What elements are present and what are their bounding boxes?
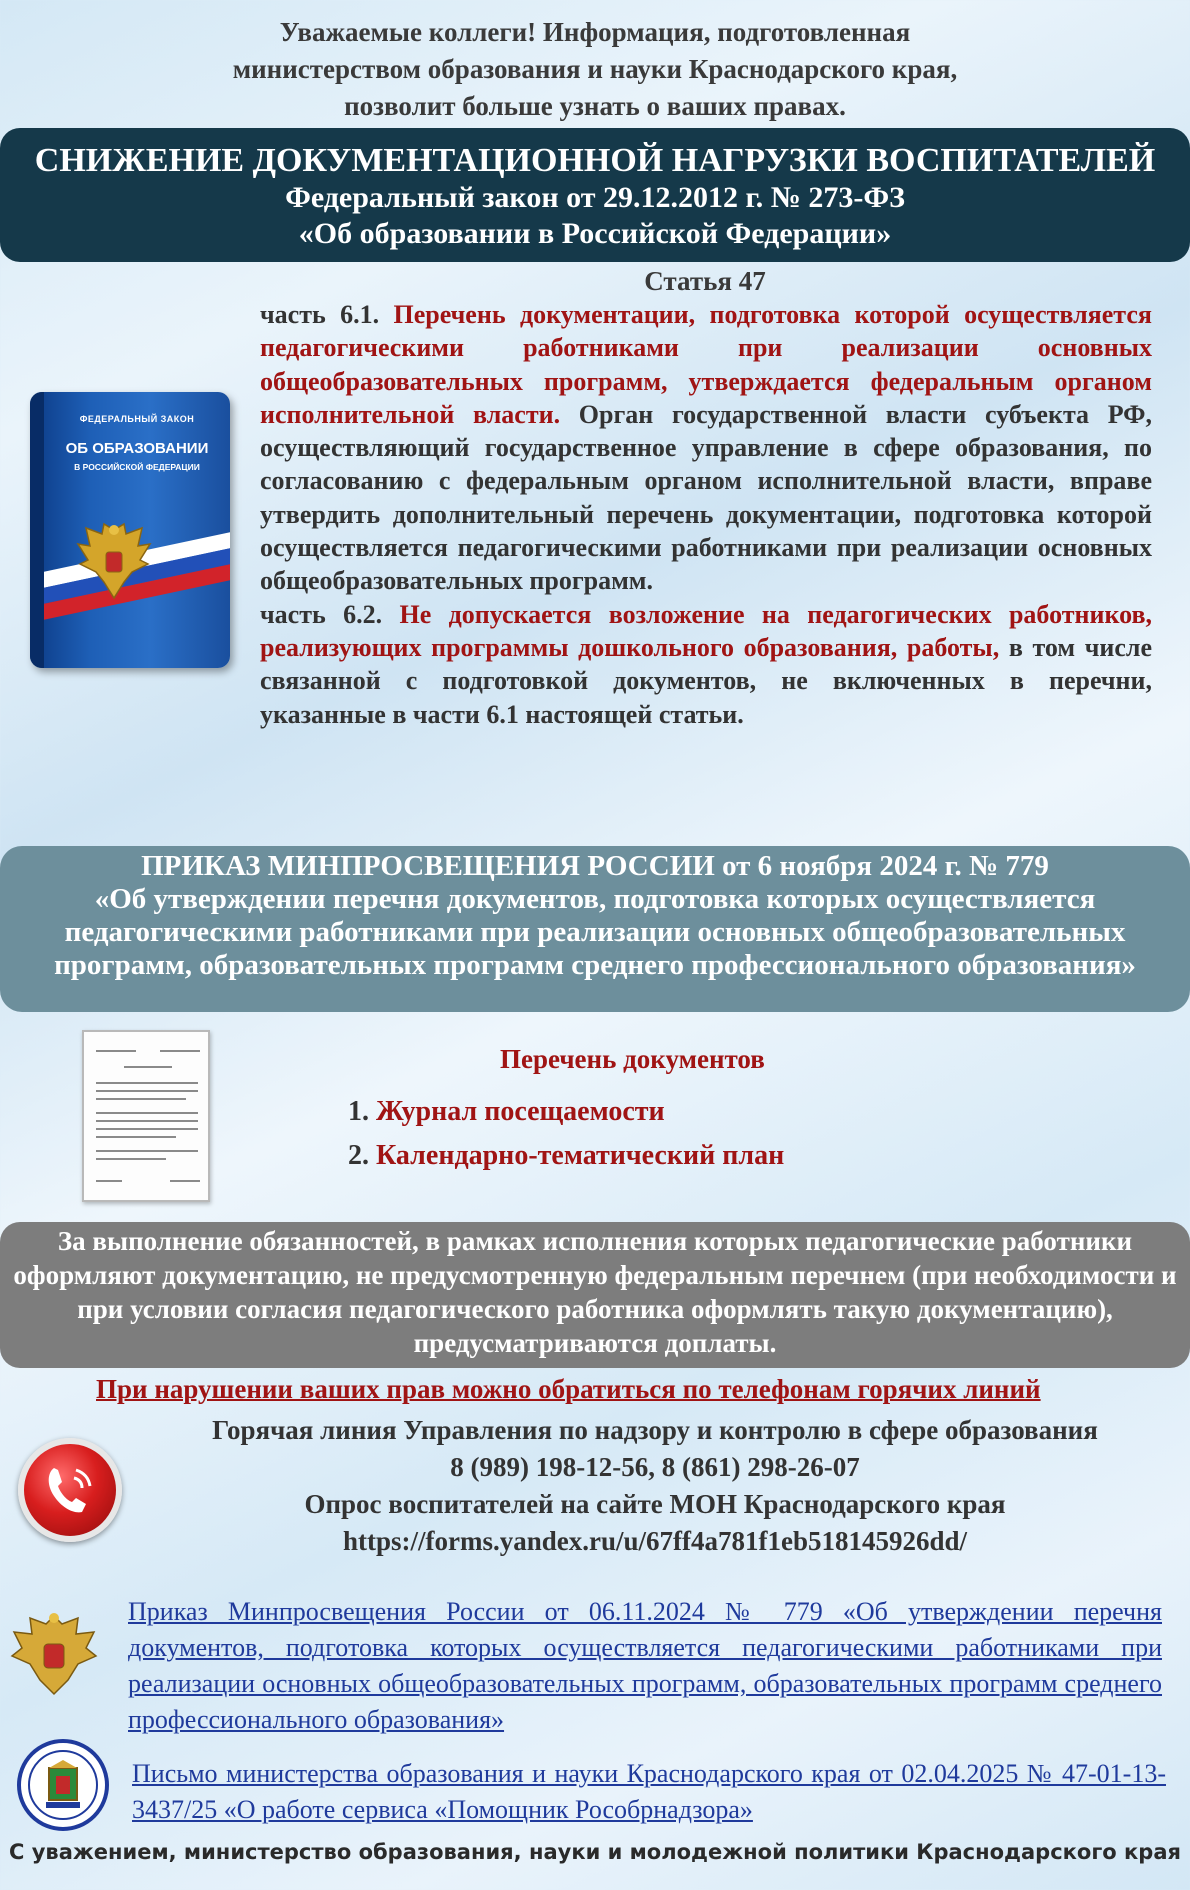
intro-line: позволит больше узнать о ваших правах.: [344, 91, 846, 121]
list-item-number: 2.: [348, 1140, 369, 1171]
order-date: от 6 ноября 2024 г. № 779: [722, 850, 1049, 882]
hotline-phones[interactable]: 8 (989) 198-12-56, 8 (861) 298-26-07: [450, 1452, 860, 1482]
thumb-line: [96, 1112, 198, 1114]
thumb-line: [96, 1050, 136, 1052]
hotline-heading: При нарушении ваших прав можно обратиться по телефонам горячих линий: [96, 1374, 1041, 1404]
order-document-thumbnail: [82, 1030, 210, 1202]
law-banner: [0, 128, 1190, 262]
thumb-line: [96, 1150, 198, 1152]
part-6-2-label: часть 6.2.: [260, 599, 383, 629]
book-spine: [30, 392, 44, 668]
list-item: [348, 1134, 784, 1178]
ministry-emblem-icon: [6, 1608, 102, 1698]
list-item-label: Журнал посещаемости: [376, 1096, 665, 1127]
thumb-line: [96, 1128, 198, 1130]
thumb-line: [160, 1050, 200, 1052]
list-item-number: 1.: [348, 1096, 369, 1127]
intro-text: [0, 14, 1190, 125]
part-6-2-highlight: Не допускается возложение на педагогических работников, реализующих программы дошкольного образования, работы,: [260, 599, 1152, 662]
thumb-line: [96, 1180, 122, 1182]
thumb-line: [170, 1180, 200, 1182]
order-title: ПРИКАЗ МИНПРОСВЕЩЕНИЯ РОССИИ: [141, 850, 715, 882]
part-6-1-highlight: Перечень документации, подготовка которой осуществляется педагогическими работниками при реализации основных общеобразовательных программ, утверждается федеральным органом исполнительной власти.: [260, 300, 1152, 429]
list-item: [348, 1090, 784, 1134]
order-banner: [0, 846, 1190, 1012]
article-47-text: [260, 298, 1152, 731]
book-cover-subtitle: В РОССИЙСКОЙ ФЕДЕРАЦИИ: [74, 462, 200, 472]
thumb-line: [96, 1158, 166, 1160]
survey-label: Опрос воспитателей на сайте МОН Краснодарского края: [304, 1489, 1006, 1519]
thumb-line: [124, 1066, 172, 1068]
part-6-1-text: Орган государственной власти субъекта РФ, осуществляющий государственное управление в сфере образования, по согласованию с федеральным органом исполнительной власти, вправе утвердить дополнительный перечень документации, подготовка которой осуществляется педагогическими работниками при реализации основных общеобразовательных программ.: [260, 399, 1152, 596]
book-cover-top: ФЕДЕРАЛЬНЫЙ ЗАКОН: [79, 414, 195, 424]
handset-icon: [24, 1444, 116, 1536]
phone-icon: [18, 1438, 122, 1542]
intro-line: Уважаемые коллеги! Информация, подготовленная: [279, 17, 911, 47]
thumb-line: [96, 1098, 186, 1100]
order-link[interactable]: Приказ Минпросвещения России от 06.11.2024 № 779 «Об утверждении перечня документов, подготовка которых осуществляется педагогическими работниками при реализации основных общеобразовательных программ, образовательных программ среднего профессионального образования»: [128, 1597, 1162, 1734]
list-item-label: Календарно-тематический план: [376, 1140, 785, 1171]
hotline-name: Горячая линия Управления по надзору и контролю в сфере образования: [212, 1415, 1098, 1445]
book-cover-title: ОБ ОБРАЗОВАНИИ: [65, 440, 209, 457]
part-6-1-label: часть 6.1.: [260, 300, 380, 329]
order-description: «Об утверждении перечня документов, подготовка которых осуществляется педагогическими работниками при реализации основных общеобразовательных программ, образовательных программ среднего профессионального образования»: [54, 883, 1136, 981]
thumb-line: [96, 1090, 198, 1092]
hotline-info: [130, 1412, 1180, 1560]
part-6-2-text: в том числе связанной с подготовкой документов, не включенных в перечни, указанные в части 6.1 настоящей статьи.: [260, 632, 1153, 729]
article-title: Статья 47: [644, 266, 766, 296]
intro-line: министерством образования и науки Краснодарского края,: [232, 54, 958, 84]
thumb-line: [96, 1120, 198, 1122]
survey-url[interactable]: https://forms.yandex.ru/u/67ff4a781f1eb518145926dd/: [342, 1526, 968, 1556]
law-book-image: [30, 392, 230, 668]
thumb-line: [96, 1136, 176, 1138]
law-reference: Федеральный закон от 29.12.2012 г. № 273-ФЗ: [285, 181, 905, 214]
krasnodar-ministry-logo-icon: [16, 1738, 110, 1832]
thumb-line: [96, 1082, 198, 1084]
documents-list: [348, 1090, 784, 1178]
letter-link[interactable]: Письмо министерства образования и науки Краснодарского края от 02.04.2025 № 47-01-13-3437/25 «О работе сервиса «Помощник Рособрнадзора»: [132, 1759, 1166, 1824]
coat-of-arms-icon: [74, 520, 154, 604]
payment-note: За выполнение обязанностей, в рамках исполнения которых педагогические работники оформляют документацию, не предусмотренную федеральным перечнем (при необходимости и при условии согласия педагогического работника оформлять такую документацию), предусматриваются доплаты.: [0, 1222, 1190, 1368]
banner-title: СНИЖЕНИЕ ДОКУМЕНТАЦИОННОЙ НАГРУЗКИ ВОСПИТАТЕЛЕЙ: [34, 142, 1156, 179]
law-name: «Об образовании в Российской Федерации»: [298, 217, 892, 250]
documents-list-title: Перечень документов: [500, 1044, 765, 1074]
footer-signature: С уважением, министерство образования, науки и молодежной политики Краснодарского края: [9, 1840, 1181, 1864]
